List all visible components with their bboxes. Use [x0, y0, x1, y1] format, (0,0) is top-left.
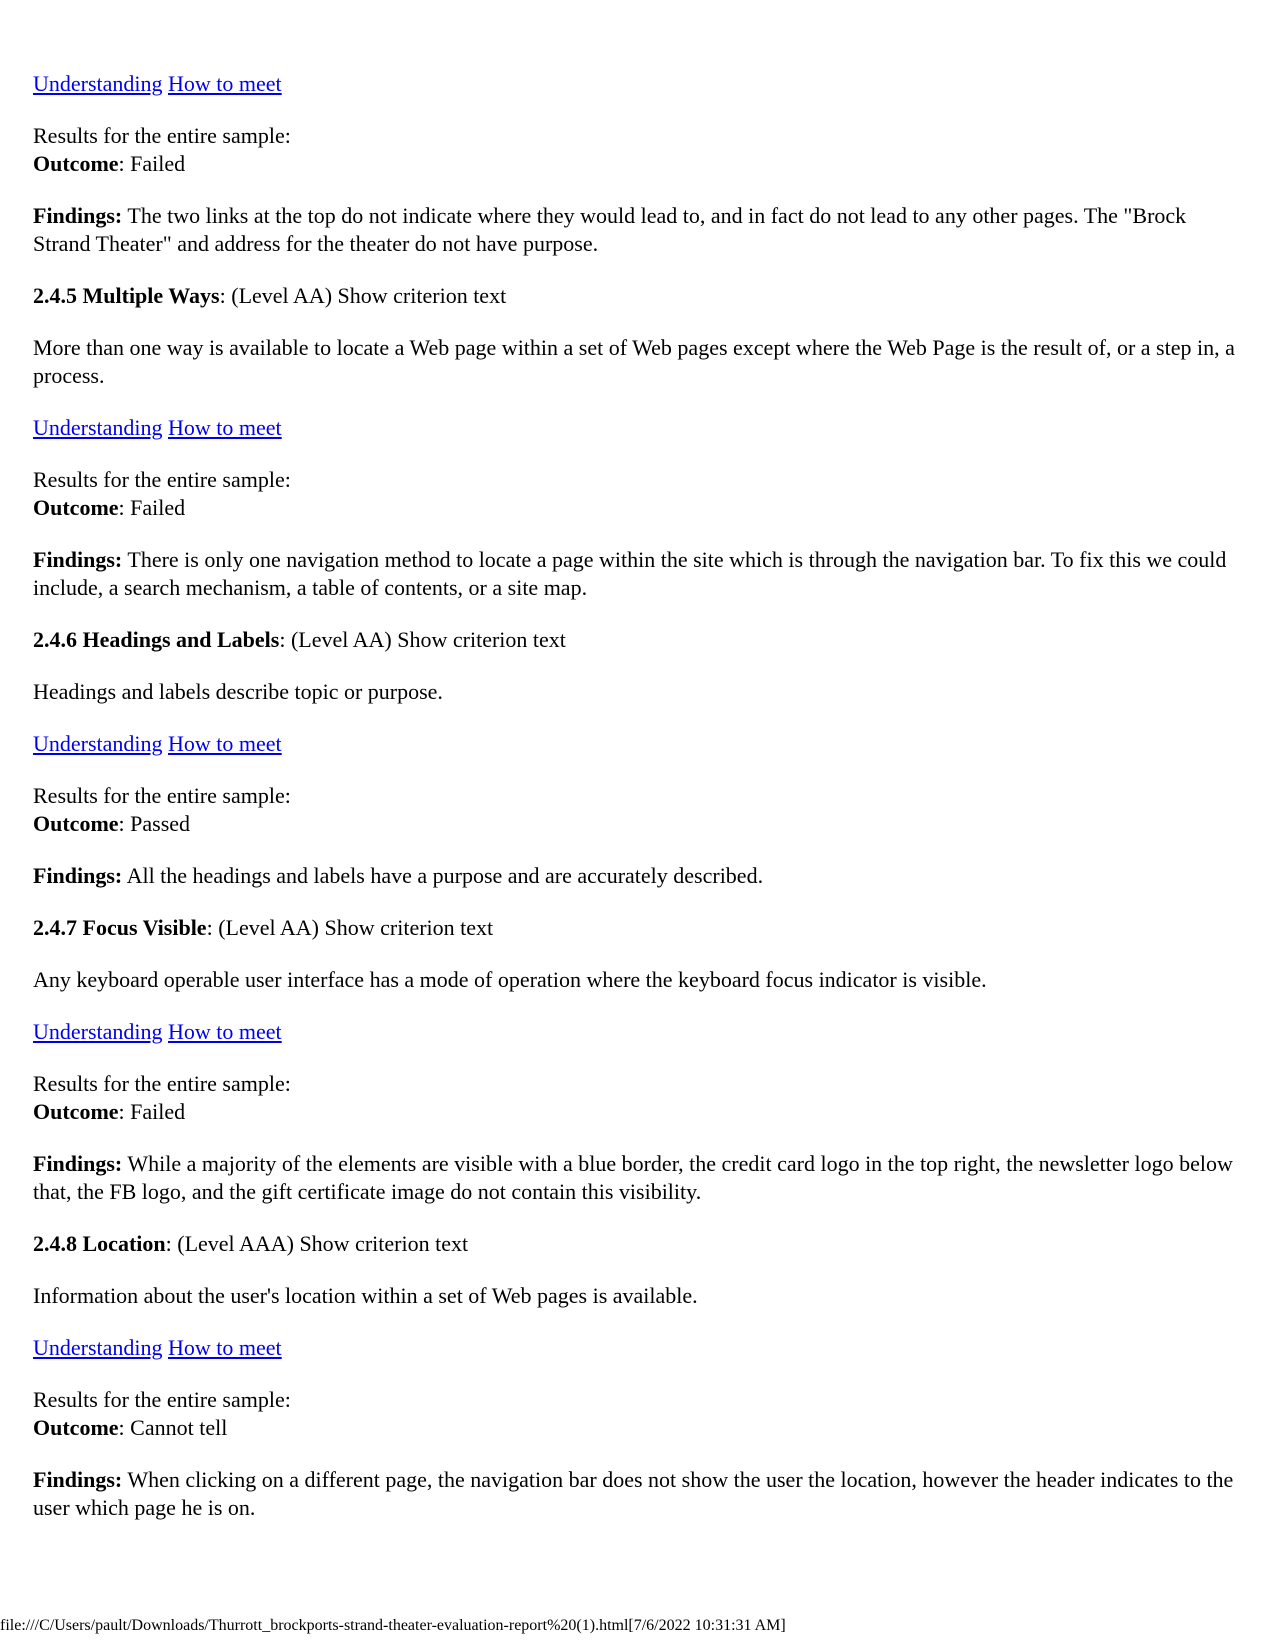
findings-text: When clicking on a different page, the navigation bar does not show the user the location, however the header indicates to the user which page he is on. — [33, 1467, 1234, 1520]
criterion-title: 2.4.7 Focus Visible — [33, 915, 207, 940]
outcome-value: Failed — [130, 151, 186, 176]
results-block: Results for the entire sample: Outcome: Failed — [33, 1071, 291, 1124]
criterion-title: 2.4.8 Location — [33, 1231, 166, 1256]
criterion-heading: 2.4.5 Multiple Ways: (Level AA) Show criterion text — [33, 283, 507, 308]
findings-label: Findings: — [33, 1151, 123, 1176]
outcome-label: Outcome — [33, 811, 119, 836]
understanding-link[interactable]: Understanding — [33, 731, 163, 756]
outcome-label: Outcome — [33, 1415, 119, 1440]
footer-file-path: file:///C/Users/pault/Downloads/Thurrott_brockports-strand-theater-evaluation-report%20(1).html[7/6/2022 10:31:31 AM] — [0, 1617, 786, 1634]
findings-label: Findings: — [33, 863, 123, 888]
understanding-links — [33, 1334, 1248, 1362]
understanding-link[interactable]: Understanding — [33, 1019, 163, 1044]
outcome-label: Outcome — [33, 495, 119, 520]
findings-label: Findings: — [33, 203, 123, 228]
understanding-link[interactable]: Understanding — [33, 71, 163, 96]
show-criterion-text[interactable]: Show criterion text — [337, 283, 507, 308]
understanding-links — [33, 730, 1248, 758]
understanding-links — [33, 70, 1248, 98]
criterion-heading: 2.4.8 Location: (Level AAA) Show criterion text — [33, 1231, 469, 1256]
how-to-meet-link[interactable]: How to meet — [168, 1335, 282, 1360]
how-to-meet-link[interactable]: How to meet — [168, 71, 282, 96]
criterion-description: Information about the user's location within a set of Web pages is available. — [33, 1283, 698, 1308]
outcome-label: Outcome — [33, 1099, 119, 1124]
results-label: Results for the entire sample: — [33, 783, 291, 808]
results-label: Results for the entire sample: — [33, 1387, 291, 1412]
criterion-description: Headings and labels describe topic or purpose. — [33, 679, 443, 704]
how-to-meet-link[interactable]: How to meet — [168, 1019, 282, 1044]
findings-block — [33, 1466, 1248, 1522]
criterion-title: 2.4.5 Multiple Ways — [33, 283, 220, 308]
findings-block — [33, 862, 1248, 890]
outcome-value: Cannot tell — [130, 1415, 228, 1440]
findings-label: Findings: — [33, 547, 123, 572]
criterion-level: (Level AA) — [290, 627, 392, 652]
findings-block — [33, 202, 1248, 258]
criterion-heading: 2.4.7 Focus Visible: (Level AA) Show criterion text — [33, 915, 494, 940]
show-criterion-text[interactable]: Show criterion text — [397, 627, 566, 652]
criterion-title: 2.4.6 Headings and Labels — [33, 627, 280, 652]
how-to-meet-link[interactable]: How to meet — [168, 731, 282, 756]
criterion-heading: 2.4.6 Headings and Labels: (Level AA) Show criterion text — [33, 627, 566, 652]
criterion-level: (Level AA) — [231, 283, 333, 308]
findings-text: While a majority of the elements are visible with a blue border, the credit card logo in the top right, the newsletter logo below that, the FB logo, and the gift certificate image do not contain this visibility. — [33, 1151, 1233, 1204]
show-criterion-text[interactable]: Show criterion text — [324, 915, 494, 940]
criterion-description: More than one way is available to locate a Web page within a set of Web pages except where the Web Page is the result of, or a step in, a process. — [33, 335, 1235, 388]
outcome-value: Passed — [130, 811, 191, 836]
criterion-level: (Level AAA) — [177, 1231, 294, 1256]
results-label: Results for the entire sample: — [33, 1071, 291, 1096]
outcome-value: Failed — [130, 1099, 186, 1124]
criterion-description: Any keyboard operable user interface has a mode of operation where the keyboard focus indicator is visible. — [33, 967, 987, 992]
understanding-links — [33, 414, 1248, 442]
results-block: Results for the entire sample: Outcome: Failed — [33, 123, 291, 176]
report-page — [33, 70, 1248, 1546]
understanding-link[interactable]: Understanding — [33, 415, 163, 440]
outcome-value: Failed — [130, 495, 186, 520]
findings-text: All the headings and labels have a purpose and are accurately described. — [126, 863, 764, 888]
findings-text: There is only one navigation method to locate a page within the site which is through the navigation bar. To fix this we could include, a search mechanism, a table of contents, or a site map. — [33, 547, 1227, 600]
results-label: Results for the entire sample: — [33, 467, 291, 492]
findings-block — [33, 1150, 1248, 1206]
how-to-meet-link[interactable]: How to meet — [168, 415, 282, 440]
results-block: Results for the entire sample: Outcome: Failed — [33, 467, 291, 520]
criterion-level: (Level AA) — [218, 915, 319, 940]
findings-block — [33, 546, 1248, 602]
findings-text: The two links at the top do not indicate where they would lead to, and in fact do not lead to any other pages. The "Brock Strand Theater" and address for the theater do not have purpose. — [33, 203, 1187, 256]
findings-label: Findings: — [33, 1467, 123, 1492]
show-criterion-text[interactable]: Show criterion text — [299, 1231, 469, 1256]
understanding-link[interactable]: Understanding — [33, 1335, 163, 1360]
results-label: Results for the entire sample: — [33, 123, 291, 148]
results-block: Results for the entire sample: Outcome: Passed — [33, 783, 291, 836]
understanding-links — [33, 1018, 1248, 1046]
results-block: Results for the entire sample: Outcome: Cannot tell — [33, 1387, 291, 1440]
outcome-label: Outcome — [33, 151, 119, 176]
